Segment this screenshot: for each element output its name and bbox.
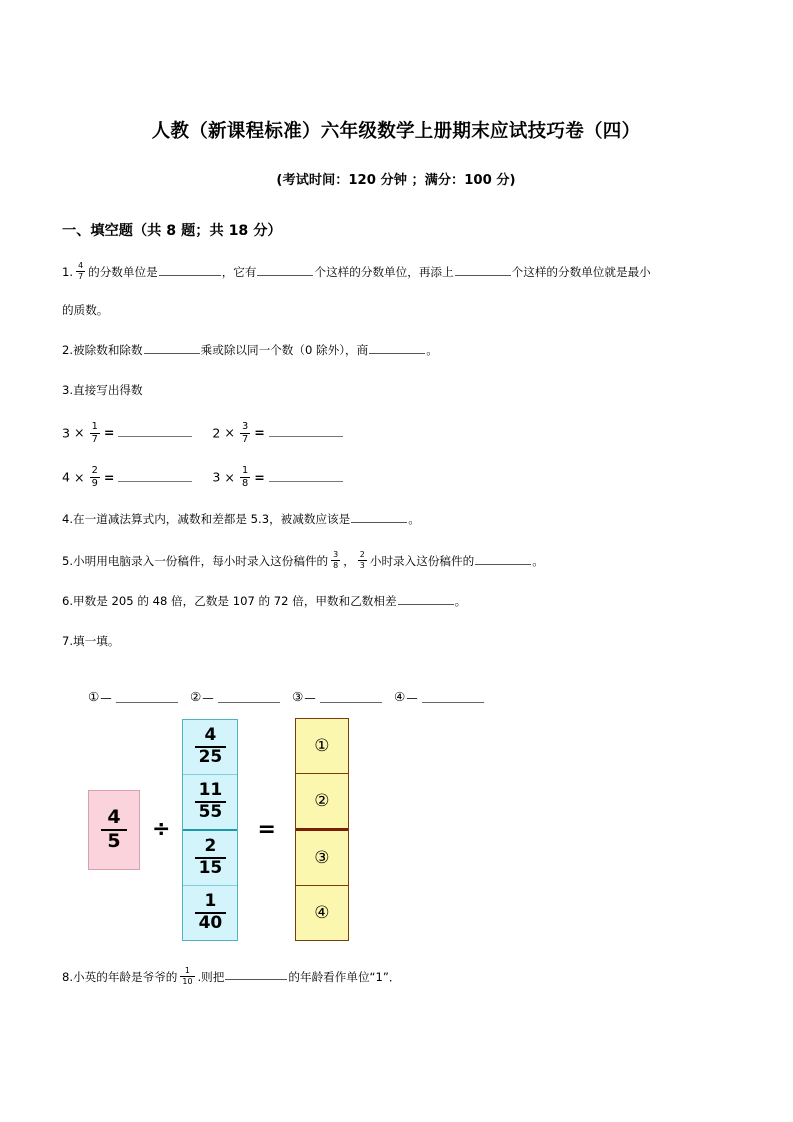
question-5-fraction-1-numerator: 3	[333, 549, 339, 559]
divisor-option-4[interactable]	[183, 886, 237, 940]
question-8-text-part3: 的年龄看作单位“1”．	[288, 969, 401, 984]
q3-expr-4-equals: =	[254, 469, 265, 485]
question-6-blank[interactable]	[398, 593, 454, 605]
question-8-text-part2: .则把	[197, 969, 225, 984]
question-1-text-part4: 个这样的分数单位就是最小	[511, 264, 651, 279]
q3-expr-3-equals: =	[103, 469, 115, 485]
question-1	[62, 262, 730, 320]
dividend-denominator: 5	[107, 829, 121, 852]
question-7-prompt: 7.填一填。	[62, 633, 120, 648]
question-1-text-part3: 个这样的分数单位，再添上	[314, 264, 454, 279]
question-8-blank[interactable]	[225, 968, 287, 980]
circled-number-2: ②	[190, 689, 202, 705]
question-6	[62, 593, 730, 611]
question-2-blank-1[interactable]	[144, 342, 200, 354]
answer-dash-3: —	[304, 690, 316, 705]
result-label-3[interactable]: ③	[296, 831, 348, 886]
question-3-prompt: 3.直接写出得数	[62, 382, 143, 397]
question-8-fraction	[180, 967, 194, 986]
divisor-option-4-fraction	[195, 890, 227, 933]
question-1-fraction	[76, 262, 85, 281]
dividend-numerator: 4	[101, 808, 126, 831]
divisor-option-4-denominator: 40	[198, 912, 223, 933]
answer-slot-1	[88, 691, 190, 705]
divisor-option-2[interactable]	[183, 775, 237, 831]
question-7-answer-line	[88, 691, 730, 705]
divisor-option-1[interactable]	[183, 720, 237, 775]
result-label-1[interactable]: ①	[296, 719, 348, 774]
divisor-option-2-denominator: 55	[198, 801, 223, 822]
question-3-row-2	[62, 466, 730, 489]
question-5-fraction-2-denominator: 3	[359, 560, 365, 570]
q3-expr-2-equals: =	[254, 425, 265, 441]
answer-blank-2[interactable]	[218, 692, 280, 703]
question-3-row-1	[62, 422, 730, 445]
question-1-text-part2: ，它有	[221, 264, 257, 279]
divisor-option-1-numerator: 4	[195, 727, 227, 748]
question-1-text-part1: 的分数单位是	[88, 264, 158, 279]
question-1-number: 1.	[62, 264, 74, 279]
question-4	[62, 511, 730, 529]
question-8-fraction-denominator: 10	[182, 976, 193, 986]
answer-blank-1[interactable]	[116, 692, 178, 703]
q3-expr-4-whole: 3	[212, 469, 221, 485]
question-5-text-part2: ，	[343, 553, 355, 568]
divisor-option-4-numerator: 1	[195, 893, 227, 914]
question-5-text-part1: 5.小明用电脑录入一份稿件，每小时录入这份稿件的	[62, 553, 329, 568]
q3-expr-3-operator: ×	[74, 469, 85, 485]
q3-expr-2-operator: ×	[224, 425, 235, 441]
section-heading-fill-in-blanks: 一、填空题（共 8 题；共 18 分）	[62, 223, 282, 240]
question-6-text-part1: 6.甲数是 205 的 48 倍，乙数是 107 的 72 倍，甲数和乙数相差	[62, 593, 397, 608]
circled-number-4: ④	[394, 689, 406, 705]
divisor-option-3[interactable]	[183, 831, 237, 886]
question-1-blank-3[interactable]	[455, 264, 511, 276]
question-5-blank[interactable]	[475, 553, 531, 565]
question-2-blank-2[interactable]	[369, 342, 425, 354]
circled-number-3: ③	[292, 689, 304, 705]
dividend-box	[88, 790, 140, 870]
divisor-option-2-numerator: 11	[195, 782, 227, 803]
divisor-options-column	[182, 719, 238, 941]
page-content	[62, 0, 730, 986]
divisor-option-1-fraction	[195, 724, 227, 767]
q3-expr-2-answer-blank[interactable]	[269, 425, 343, 437]
q3-expr-3-fraction	[90, 466, 100, 489]
question-2-text-part2: 乘或除以同一个数（0 除外），商	[200, 342, 369, 357]
question-4-text-part1: 4.在一道减法算式内，减数和差都是 5.3，被减数应该是	[62, 511, 351, 526]
answer-slot-4	[394, 691, 496, 705]
q3-expr-1-operator: ×	[74, 425, 85, 441]
result-label-2[interactable]: ②	[296, 774, 348, 831]
q3-expr-1-whole: 3	[62, 425, 71, 441]
question-1-text-part5: 的质数。	[62, 302, 109, 317]
fraction-division-diagram	[88, 719, 730, 941]
q3-expr-3-denominator: 9	[91, 478, 98, 490]
result-label-4[interactable]: ④	[314, 902, 330, 923]
q3-expr-2-denominator: 7	[241, 433, 249, 445]
q3-expr-3-whole: 4	[62, 469, 71, 485]
question-5-fraction-2-numerator: 2	[359, 549, 365, 559]
question-5-text-part4: 。	[532, 553, 544, 568]
q3-expr-4-numerator: 1	[241, 465, 249, 477]
question-5-fraction-1	[331, 551, 340, 570]
question-5-fraction-2	[358, 551, 367, 570]
divisor-option-3-numerator: 2	[195, 838, 227, 859]
q3-expr-3-answer-blank[interactable]	[118, 469, 192, 481]
q3-expr-3-numerator: 2	[91, 465, 98, 477]
answer-dash-1: —	[100, 690, 112, 705]
question-2	[62, 342, 730, 360]
answer-dash-4: —	[406, 690, 418, 705]
question-5-fraction-1-denominator: 8	[333, 560, 339, 570]
q3-expr-2-whole: 2	[212, 425, 221, 441]
result-labels-column	[295, 718, 349, 941]
question-6-text-part2: 。	[454, 593, 467, 608]
question-8-fraction-numerator: 1	[180, 967, 194, 977]
question-5	[62, 551, 730, 571]
question-4-blank[interactable]	[351, 511, 407, 523]
divisor-option-1-denominator: 25	[198, 746, 223, 767]
page-title: 人教（新课程标准）六年级数学上册期末应试技巧卷（四）	[151, 121, 641, 142]
divide-symbol: ÷	[152, 816, 171, 842]
divisor-option-3-denominator: 15	[198, 857, 223, 878]
q3-expr-4-fraction	[240, 466, 250, 489]
q3-expr-4-answer-blank[interactable]	[269, 469, 343, 481]
q3-expr-1-equals: =	[103, 425, 115, 441]
dividend-fraction	[101, 805, 126, 852]
q3-expr-1-fraction	[90, 422, 100, 445]
question-4-text-part2: 。	[408, 511, 420, 526]
equals-symbol: =	[257, 816, 276, 842]
question-5-text-part3: 小时录入这份稿件的	[369, 553, 475, 568]
question-1-blank-1[interactable]	[159, 264, 221, 276]
q3-expr-1-denominator: 7	[91, 433, 98, 445]
q3-expr-1-answer-blank[interactable]	[118, 425, 192, 437]
question-2-text-part3: 。	[426, 342, 438, 357]
question-1-blank-2[interactable]	[257, 264, 313, 276]
answer-blank-3[interactable]	[320, 692, 382, 703]
question-1-fraction-denominator: 7	[78, 271, 84, 281]
answer-slot-2	[190, 691, 292, 705]
q3-expr-2-numerator: 3	[241, 420, 249, 432]
q3-expr-1-numerator: 1	[91, 420, 98, 432]
q3-expr-4-denominator: 8	[241, 478, 249, 490]
answer-dash-2: —	[202, 690, 214, 705]
question-1-fraction-numerator: 4	[78, 261, 84, 271]
divisor-option-3-fraction	[195, 835, 227, 878]
circled-number-1: ①	[88, 689, 100, 705]
divisor-option-2-fraction	[195, 779, 227, 822]
question-2-text-part1: 2.被除数和除数	[62, 342, 143, 357]
question-8	[62, 967, 730, 986]
answer-slot-3	[292, 691, 394, 705]
q3-expr-2-fraction	[240, 422, 250, 445]
exam-info-subtitle: (考试时间：120 分钟 ；满分：100 分)	[276, 173, 516, 189]
question-8-text-part1: 8.小英的年龄是爷爷的	[62, 969, 178, 984]
q3-expr-4-operator: ×	[224, 469, 235, 485]
answer-blank-4[interactable]	[422, 692, 484, 703]
